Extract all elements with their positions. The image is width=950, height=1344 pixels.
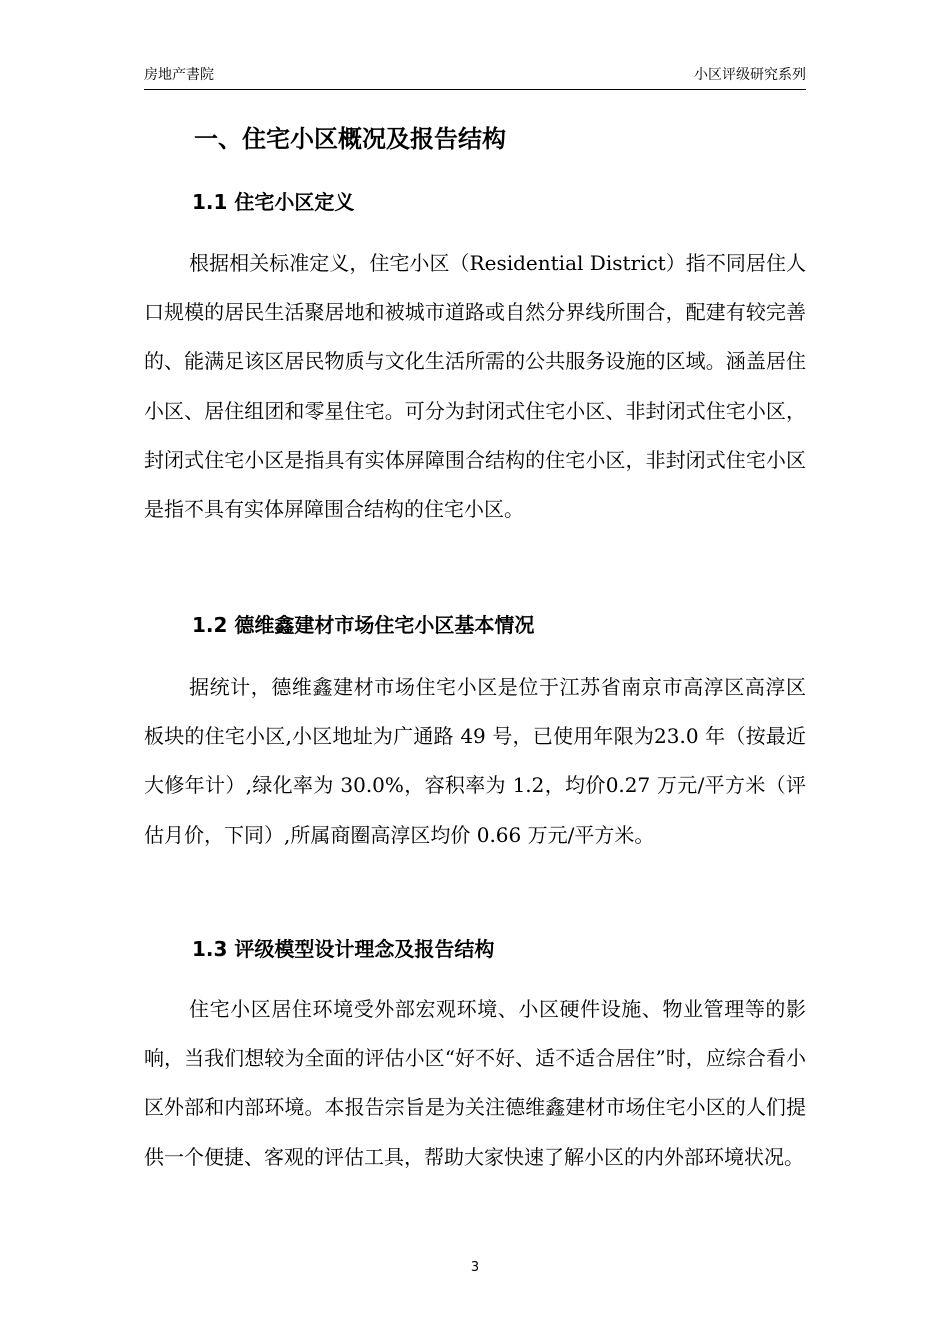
header-divider [144, 89, 806, 90]
header-left-text: 房地产書院 [144, 67, 214, 83]
section-paragraph-1-1: 根据相关标准定义，住宅小区（Residential District）指不同居住人口规模的居民生活聚居地和被城市道路或自然分界线所围合，配建有较完善的、能满足该区居民物质与文化生活所需的公共服务设施的区域。涵盖居住小区、居住组团和零星住宅。可分为封闭式住宅小区、非封闭式住宅小区，封闭式住宅小区是指具有实体屏障围合结构的住宅小区，非封闭式住宅小区是指不具有实体屏障围合结构的住宅小区。 [144, 251, 806, 522]
section-paragraph-1-2: 据统计，德维鑫建材市场住宅小区是位于江苏省南京市高淳区高淳区板块的住宅小区,小区地址为广通路 49 号，已使用年限为23.0 年（按最近大修年计）,绿化率为 30.0%，容积率为 1.2，均价0.27 万元/平方米（评估月价，下同）,所属商圈高淳区均价 0.66 万元/平方米。 [144, 675, 806, 847]
page-number: 3 [470, 1260, 480, 1275]
section-heading-1-1: 1.1 住宅小区定义 [192, 190, 355, 214]
section-paragraph-1-3: 住宅小区居住环境受外部宏观环境、小区硬件设施、物业管理等的影响，当我们想较为全面的评估小区“好不好、适不适合居住”时，应综合看小区外部和内部环境。本报告宗旨是为关注德维鑫建材市场住宅小区的人们提供一个便捷、客观的评估工具，帮助大家快速了解小区的内外部环境状况。 [144, 997, 806, 1169]
page-title: 一、住宅小区概况及报告结构 [194, 125, 506, 153]
section-heading-1-2: 1.2 德维鑫建材市场住宅小区基本情况 [192, 613, 535, 637]
section-heading-1-3: 1.3 评级模型设计理念及报告结构 [192, 937, 495, 961]
header-right-text: 小区评级研究系列 [694, 67, 806, 83]
